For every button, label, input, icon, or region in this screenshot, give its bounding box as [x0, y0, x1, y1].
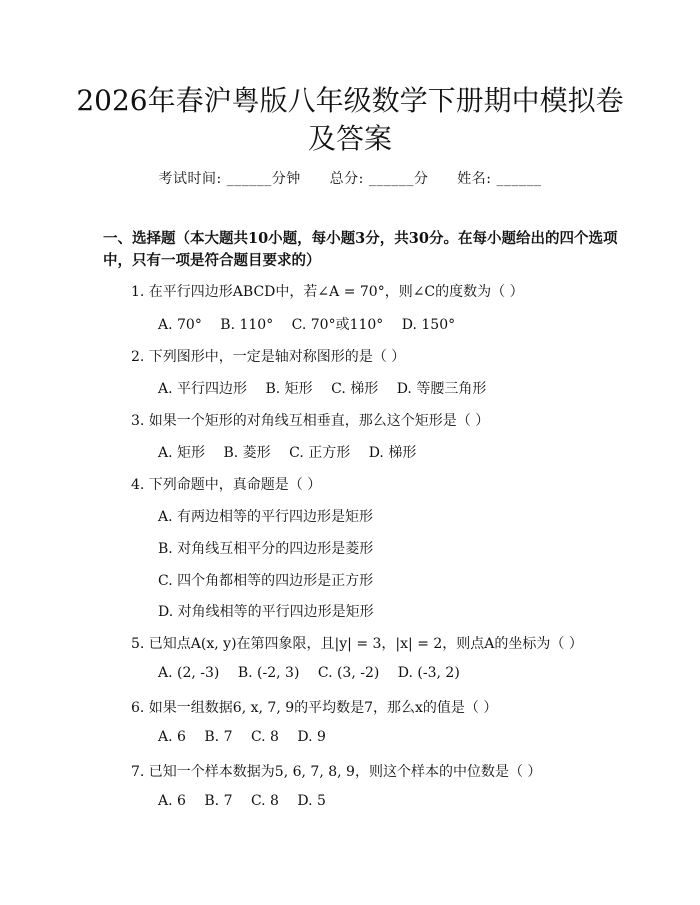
question-4: 4. 下列命题中，真命题是（ ） [131, 477, 322, 493]
option-1d: D. 150° [401, 317, 456, 333]
section-heading: 一、选择题（本大题共10小题，每小题3分，共30分。在每小题给出的四个选项中，只有一项是符合题目要求的） [103, 230, 618, 269]
question-3: 3. 如果一个矩形的对角线互相垂直，那么这个矩形是（ ） [131, 413, 490, 429]
question-7: 7. 已知一个样本数据为5, 6, 7, 8, 9，则这个样本的中位数是（ ） [131, 764, 542, 780]
total-score-field: 总分: ______分 [329, 171, 429, 187]
option-7c: C. 8 [250, 793, 279, 809]
options-7 [158, 793, 340, 809]
option-1b: B. 110° [220, 317, 274, 333]
option-5c: C. (3, -2) [317, 665, 380, 681]
option-1a: A. 70° [158, 317, 202, 333]
question-6: 6. 如果一组数据6, x, 7, 9的平均数是7，那么x的值是（ ） [131, 700, 498, 716]
option-5d: D. (-3, 2) [397, 665, 460, 681]
exam-info-line [0, 168, 700, 188]
option-7a: A. 6 [158, 793, 186, 809]
options-2 [158, 378, 500, 398]
option-4a: A. 有两边相等的平行四边形是矩形 [158, 509, 374, 525]
option-2b: B. 矩形 [265, 381, 313, 397]
name-field: 姓名: ______ [457, 171, 542, 187]
option-3c: C. 正方形 [289, 445, 351, 461]
exam-time-field: 考试时间: ______分钟 [158, 171, 301, 187]
option-6d: D. 9 [297, 729, 326, 745]
options-3 [158, 442, 430, 462]
option-5b: B. (-2, 3) [237, 665, 300, 681]
option-6c: C. 8 [250, 729, 279, 745]
option-4b: B. 对角线互相平分的四边形是菱形 [158, 541, 374, 557]
option-4c: C. 四个角都相等的四边形是正方形 [158, 573, 374, 589]
options-6 [158, 729, 340, 745]
option-5a: A. (2, -3) [158, 665, 220, 681]
option-1c: C. 70°或110° [291, 317, 384, 333]
options-5 [158, 665, 474, 681]
question-5: 5. 已知点A(x, y)在第四象限，且|y| = 3，|x| = 2，则点A的坐标为（ ） [131, 636, 583, 652]
option-2d: D. 等腰三角形 [396, 381, 487, 397]
option-6b: B. 7 [204, 729, 233, 745]
question-2: 2. 下列图形中，一定是轴对称图形的是（ ） [131, 349, 406, 365]
document-title-line2: 及答案 [307, 122, 392, 155]
option-2c: C. 梯形 [331, 381, 379, 397]
option-2a: A. 平行四边形 [158, 381, 248, 397]
option-6a: A. 6 [158, 729, 186, 745]
question-1: 1. 在平行四边形ABCD中，若∠A = 70°，则∠C的度数为（ ） [131, 284, 524, 300]
option-7d: D. 5 [297, 793, 326, 809]
option-3b: B. 菱形 [223, 445, 271, 461]
option-4d: D. 对角线相等的平行四边形是矩形 [158, 604, 374, 620]
document-title-line1: 2026年春沪粤版八年级数学下册期中模拟卷 [76, 84, 624, 117]
option-3a: A. 矩形 [158, 445, 206, 461]
option-3d: D. 梯形 [368, 445, 417, 461]
options-1 [158, 314, 469, 334]
option-7b: B. 7 [204, 793, 233, 809]
